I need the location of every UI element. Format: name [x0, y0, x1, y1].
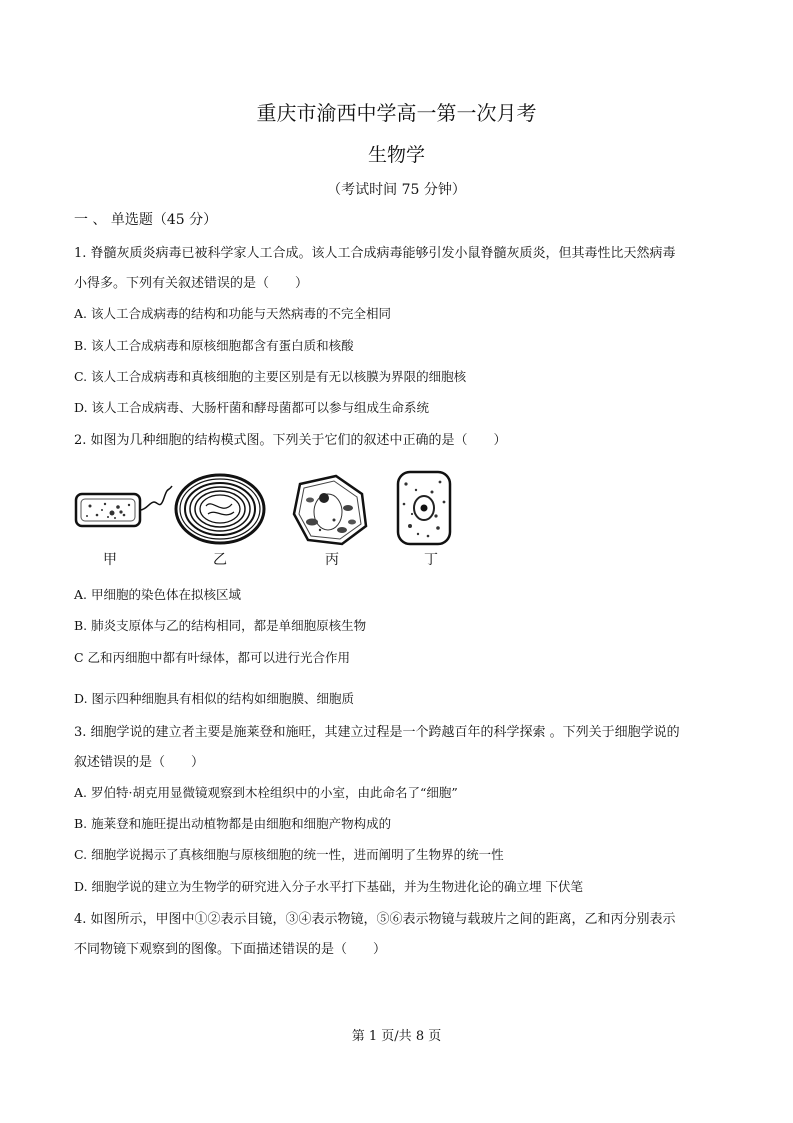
q3-stem-line-1: 3. 细胞学说的建立者主要是施莱登和施旺，其建立过程是一个跨越百年的科学探索 。下列关于细胞学说的: [74, 725, 680, 740]
figure-label-bing: 丙: [325, 552, 339, 568]
q1-option-b: B. 该人工合成病毒和原核细胞都含有蛋白质和核酸: [74, 338, 354, 353]
exam-time-info: （考试时间 75 分钟）: [327, 182, 466, 198]
cell-diagrams: [72, 468, 472, 548]
q2-option-a: A. 甲细胞的染色体在拟核区域: [74, 587, 241, 602]
q3-option-d: D. 细胞学说的建立为生物学的研究进入分子水平打下基础，并为生物进化论的确立埋 下伏笔: [74, 879, 583, 894]
q4-stem-line-1: 4. 如图所示，甲图中①②表示目镜，③④表示物镜，⑤⑥表示物镜与载玻片之间的距离，乙和丙分别表示: [74, 912, 676, 927]
section-heading: 一 、 单选题（45 分）: [74, 212, 218, 228]
q3-option-a: A. 罗伯特·胡克用显微镜观察到木栓组织中的小室，由此命名了“细胞”: [74, 785, 458, 800]
cell-ding-diagram: [398, 472, 450, 544]
q2-option-c: C 乙和丙细胞中都有叶绿体，都可以进行光合作用: [74, 650, 351, 665]
figure-label-jia: 甲: [103, 552, 117, 568]
q3-option-c: C. 细胞学说揭示了真核细胞与原核细胞的统一性，进而阐明了生物界的统一性: [74, 847, 504, 862]
cell-bing-diagram: [294, 476, 366, 544]
q4-stem-line-2: 不同物镜下观察到的图像。下面描述错误的是（ ）: [74, 942, 387, 957]
q1-option-c: C. 该人工合成病毒和真核细胞的主要区别是有无以核膜为界限的细胞核: [74, 369, 467, 384]
page-number: 第 1 页/共 8 页: [351, 1029, 442, 1044]
exam-title: 重庆市渝西中学高一第一次月考: [256, 101, 537, 125]
q2-option-b: B. 肺炎支原体与乙的结构相同，都是单细胞原核生物: [74, 618, 367, 633]
cell-figure: [72, 468, 472, 574]
q3-option-b: B. 施莱登和施旺提出动植物都是由细胞和细胞产物构成的: [74, 816, 392, 831]
exam-subject: 生物学: [367, 144, 425, 166]
q1-option-a: A. 该人工合成病毒的结构和功能与天然病毒的不完全相同: [74, 306, 391, 321]
q2-option-d: D. 图示四种细胞具有相似的结构如细胞膜、细胞质: [74, 691, 355, 706]
figure-label-yi: 乙: [213, 552, 227, 568]
figure-label-ding: 丁: [424, 552, 438, 568]
cell-yi-diagram: [176, 475, 264, 543]
cell-jia-diagram: [76, 486, 172, 526]
q2-stem-line-1: 2. 如图为几种细胞的结构模式图。下列关于它们的叙述中正确的是（ ）: [74, 433, 507, 448]
q1-stem-line-1: 1. 脊髓灰质炎病毒已被科学家人工合成。该人工合成病毒能够引发小鼠脊髓灰质炎，但其毒性比天然病毒: [74, 246, 676, 261]
q3-stem-line-2: 叙述错误的是（ ）: [74, 755, 205, 770]
q1-stem-line-2: 小得多。下列有关叙述错误的是（ ）: [74, 276, 309, 291]
q1-option-d: D. 该人工合成病毒、大肠杆菌和酵母菌都可以参与组成生命系统: [74, 400, 430, 415]
